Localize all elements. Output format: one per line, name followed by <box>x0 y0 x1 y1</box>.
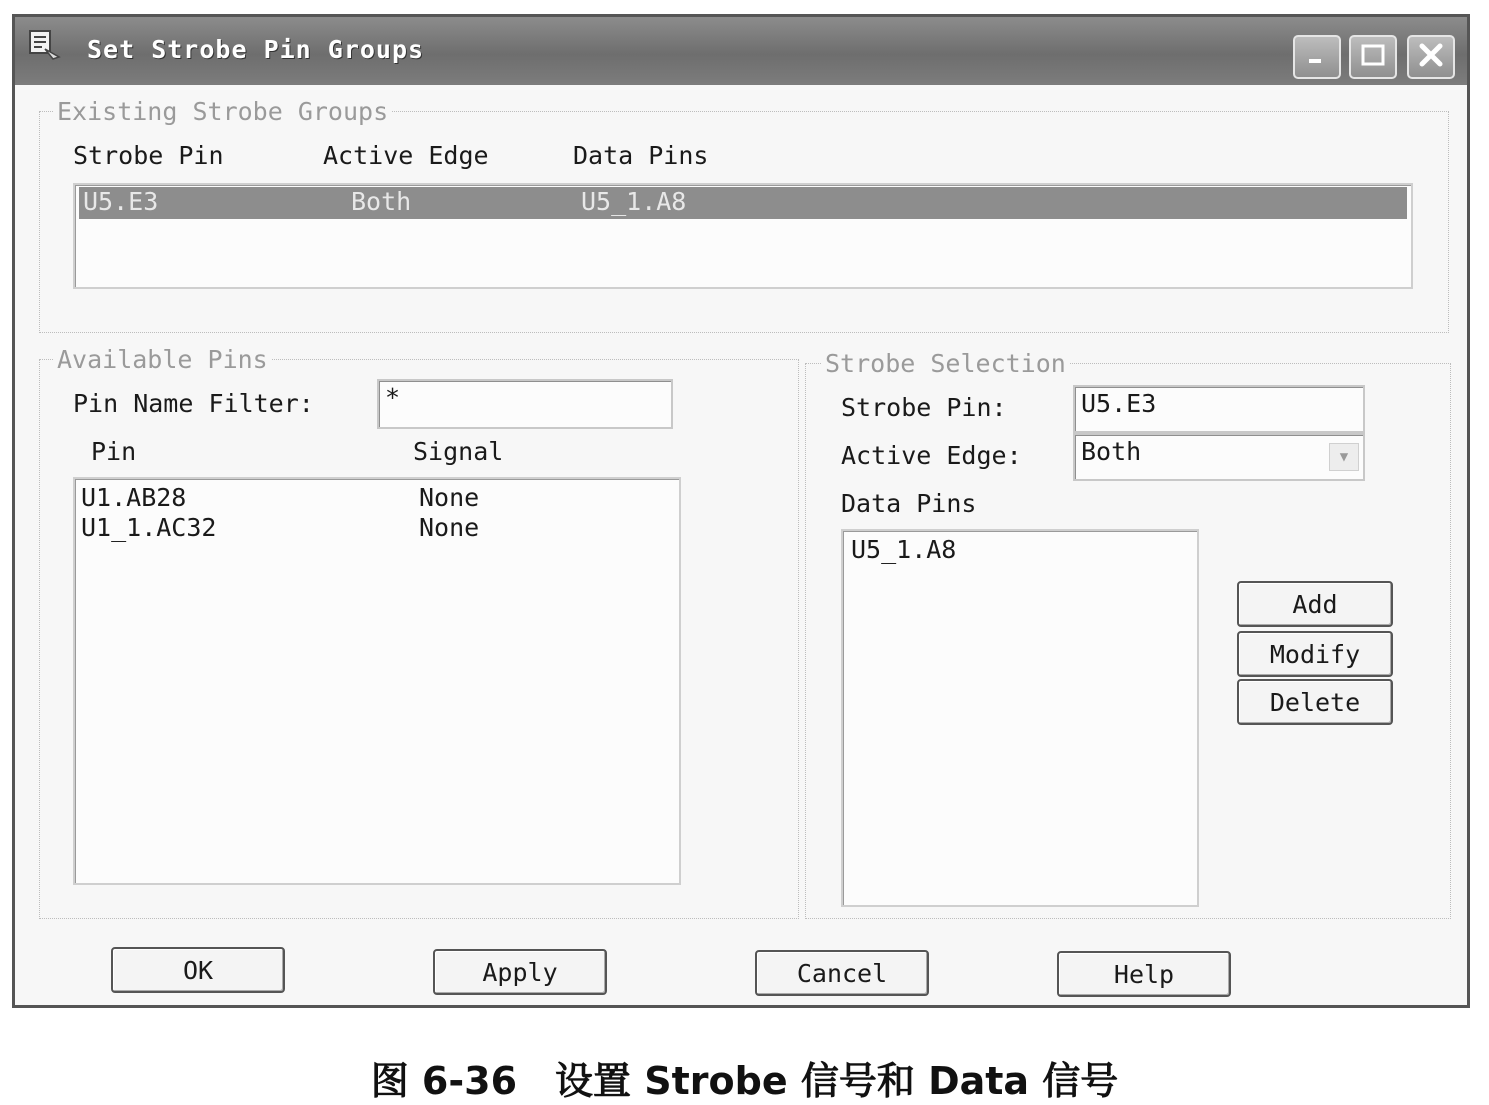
list-item[interactable] <box>79 513 673 543</box>
minimize-icon <box>1306 44 1328 70</box>
pin-signal: None <box>419 513 480 542</box>
strobe-pin-input[interactable]: U5.E3 <box>1073 385 1365 433</box>
apply-button[interactable]: Apply <box>433 949 607 995</box>
cancel-button[interactable]: Cancel <box>755 950 929 996</box>
title-bar[interactable] <box>15 17 1467 85</box>
list-item[interactable] <box>79 483 673 513</box>
data-pins-label: Data Pins <box>841 489 977 518</box>
maximize-icon <box>1360 43 1386 71</box>
row-data-pins: U5_1.A8 <box>581 187 687 216</box>
set-strobe-pin-groups-dialog <box>12 14 1470 1008</box>
existing-strobe-groups-label: Existing Strobe Groups <box>53 97 392 126</box>
pin-name: U1.AB28 <box>81 483 187 512</box>
available-pins-label: Available Pins <box>53 345 272 374</box>
figure-caption: 图 6-36 设置 Strobe 信号和 Data 信号 <box>370 1059 1119 1103</box>
list-item[interactable]: U5_1.A8 <box>851 535 957 564</box>
active-edge-select[interactable] <box>1073 433 1365 481</box>
active-edge-value: Both <box>1081 437 1142 466</box>
window-title: Set Strobe Pin Groups <box>87 35 425 64</box>
column-header-pin: Pin <box>91 437 137 466</box>
available-pins-list[interactable] <box>73 477 681 885</box>
pin-name: U1_1.AC32 <box>81 513 217 542</box>
strobe-pin-label: Strobe Pin: <box>841 393 1007 422</box>
pin-signal: None <box>419 483 480 512</box>
column-header-data-pins: Data Pins <box>573 141 709 170</box>
row-strobe-pin: U5.E3 <box>83 187 159 216</box>
row-active-edge: Both <box>351 187 412 216</box>
app-icon <box>27 29 63 61</box>
minimize-button[interactable] <box>1293 35 1341 79</box>
pin-name-filter-label: Pin Name Filter: <box>73 389 314 418</box>
chevron-down-icon[interactable]: ▼ <box>1329 443 1359 471</box>
close-button[interactable] <box>1407 35 1455 79</box>
data-pins-list[interactable] <box>841 529 1199 907</box>
add-button[interactable]: Add <box>1237 581 1393 627</box>
maximize-button[interactable] <box>1349 35 1397 79</box>
modify-button[interactable]: Modify <box>1237 631 1393 677</box>
column-header-active-edge: Active Edge <box>323 141 489 170</box>
table-row[interactable] <box>79 187 1407 219</box>
ok-button[interactable]: OK <box>111 947 285 993</box>
existing-groups-list[interactable] <box>73 183 1413 289</box>
close-icon <box>1417 41 1445 73</box>
pin-name-filter-input[interactable]: * <box>377 379 673 429</box>
active-edge-label: Active Edge: <box>841 441 1022 470</box>
column-header-signal: Signal <box>413 437 504 466</box>
help-button[interactable]: Help <box>1057 951 1231 997</box>
column-header-strobe-pin: Strobe Pin <box>73 141 224 170</box>
strobe-selection-label: Strobe Selection <box>821 349 1070 378</box>
delete-button[interactable]: Delete <box>1237 679 1393 725</box>
